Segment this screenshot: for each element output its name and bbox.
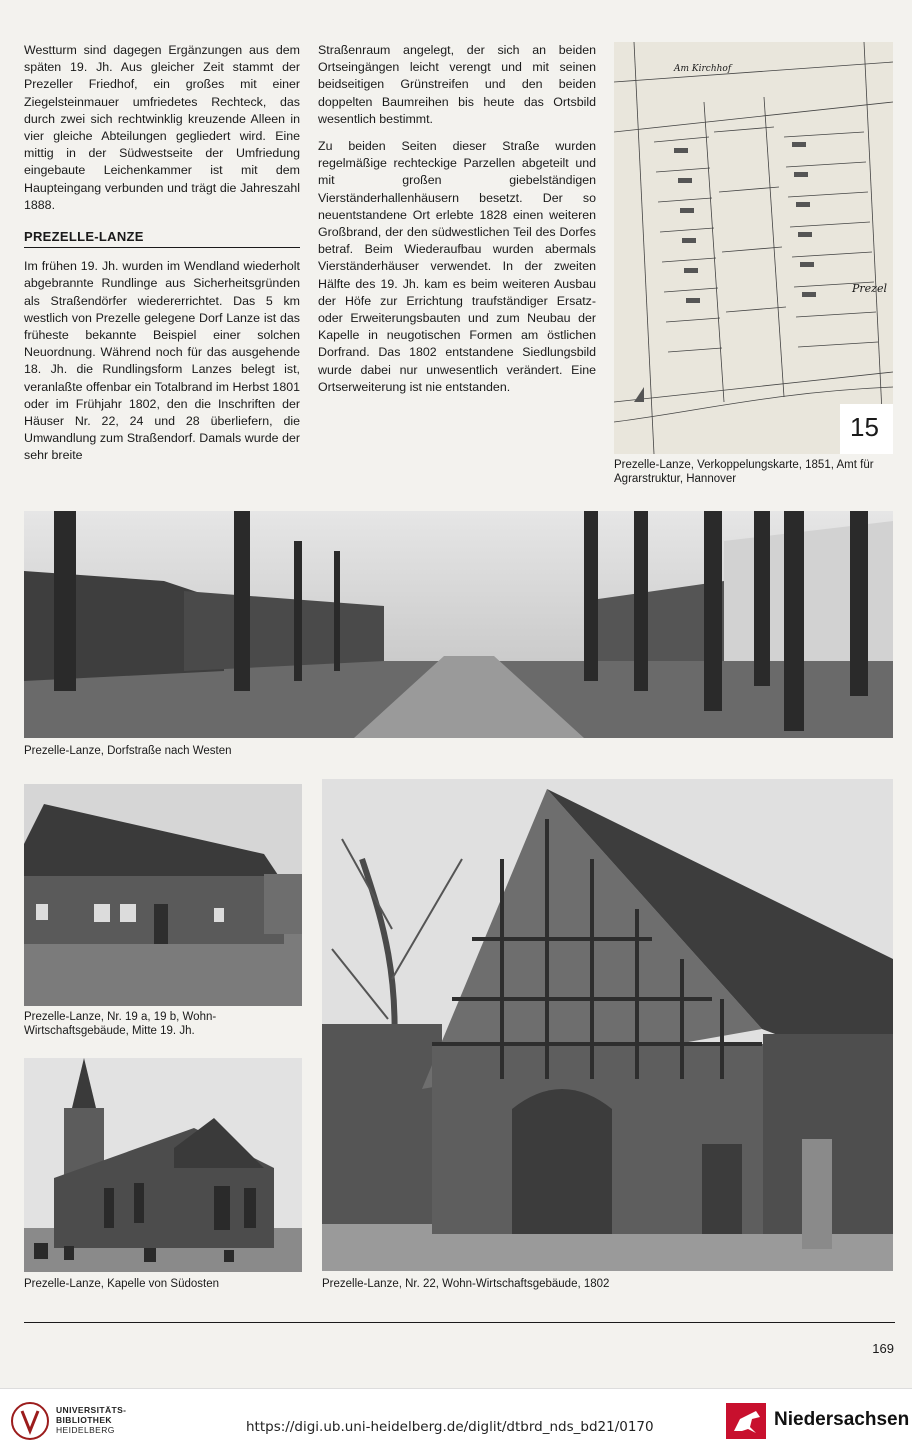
section-heading: PREZELLE-LANZE — [24, 228, 300, 248]
photo-village-street — [24, 511, 893, 738]
lower-saxony-horse-icon — [726, 1403, 766, 1439]
photo-caption: Prezelle-Lanze, Dorfstraße nach Westen — [24, 745, 232, 757]
map-number: 15 — [850, 412, 879, 442]
map-caption: Prezelle-Lanze, Verkoppelungskarte, 1851, Amt für Agrarstruktur, Hannover — [614, 459, 874, 485]
page-number: 169 — [872, 1341, 894, 1356]
viewer-footer — [0, 1388, 912, 1453]
paragraph: Westturm sind dagegen Ergänzungen aus dem späten 19. Jh. Aus gleicher Zeit stammt der Prezeller Friedhof, ein großes mit einer Ziegelsteinmauer umfriedetes Rechteck, das durch zwei sich rechtwinklig kreuzende Alleen in vier gleiche Abteilungen gegliedert wird. Eine mittig in der Südwestseite der Umfriedung eingebaute Leichenkammer ist mit dem Haupteingang verbunden und trägt die Jahreszahl 1888. — [24, 43, 300, 212]
photo-chapel — [24, 1058, 302, 1272]
university-library-logo-icon[interactable] — [10, 1401, 50, 1441]
photo-farmhouse-22 — [322, 779, 893, 1271]
text-column-left — [24, 42, 300, 475]
paragraph: Zu beiden Seiten dieser Straße wurden regelmäßige rechteckige Parzellen abgeteilt und mit großen giebelständigen Vierständerhallenhäusern besetzt. Der so neuentstandene Ort erlebte 1828 einen weiteren Großbrand, der den südwestlichen Teil des Dorfes betraf. Beim Wiederaufbau wurden abermals Vierständerhäuser verwendet. In der zweiten Hälfte des 19. Jh. kam es beim weiteren Ausbau der Höfe zur Errichtung traufständiger Ersatz- oder Erweiterungsbauten und zum Neubau der Kapelle in neugotischen Formen am östlichen Dorfrand. Das 1802 entstandene Siedlungsbild wurde dabei nur unwesentlich verändert. Eine Ortserweiterung ist nie entstanden. — [318, 139, 596, 394]
paragraph: Im frühen 19. Jh. wurden im Wendland wiederholt abgebrannte Rundlinge aus Sicherheitsgründen als Straßendörfer wiedererrichtet. Das 5 km westlich von Prezelle gelegene Dorf Lanze ist das früheste bekannte Beispiel einer solchen Neuordnung. Während noch für das ausgehende 18. Jh. die Rundlingsform Lanzes belegt ist, veranlaßte offenbar ein Totalbrand im Herbst 1801 oder im Frühjahr 1802, den die Inschriften der Häuser Nr. 22, 24 und 28 überliefern, die Umwandlung zum Straßendorf. Damals wurde der sehr breite — [24, 259, 300, 463]
photo-caption: Prezelle-Lanze, Kapelle von Südosten — [24, 1278, 219, 1290]
footer-rule — [24, 1322, 895, 1323]
text-column-middle — [318, 42, 596, 406]
page-url[interactable]: https://digi.ub.uni-heidelberg.de/diglit/dtbrd_nds_bd21/0170 — [246, 1419, 654, 1435]
photo-caption: Prezelle-Lanze, Nr. 19 a, 19 b, Wohn-Wirtschaftsgebäude, Mitte 19. Jh. — [24, 1011, 217, 1037]
paragraph: Straßenraum angelegt, der sich an beiden Ortseingängen leicht verengt und mit seinen beidseitigen Grünstreifen und den beiden doppelten Baumreihen bis heute das Ortsbild wesentlich bestimmt. — [318, 43, 596, 126]
photo-farmhouse-19 — [24, 784, 302, 1006]
cadastral-map — [614, 42, 893, 454]
map-label: Am Kirchhof — [674, 64, 732, 74]
photo-caption: Prezelle-Lanze, Nr. 22, Wohn-Wirtschaftsgebäude, 1802 — [322, 1278, 610, 1290]
map-label: Prezel — [852, 282, 887, 295]
library-name[interactable]: UNIVERSITÄTS- BIBLIOTHEK HEIDELBERG — [56, 1405, 127, 1435]
state-name[interactable]: Niedersachsen — [774, 1409, 910, 1430]
